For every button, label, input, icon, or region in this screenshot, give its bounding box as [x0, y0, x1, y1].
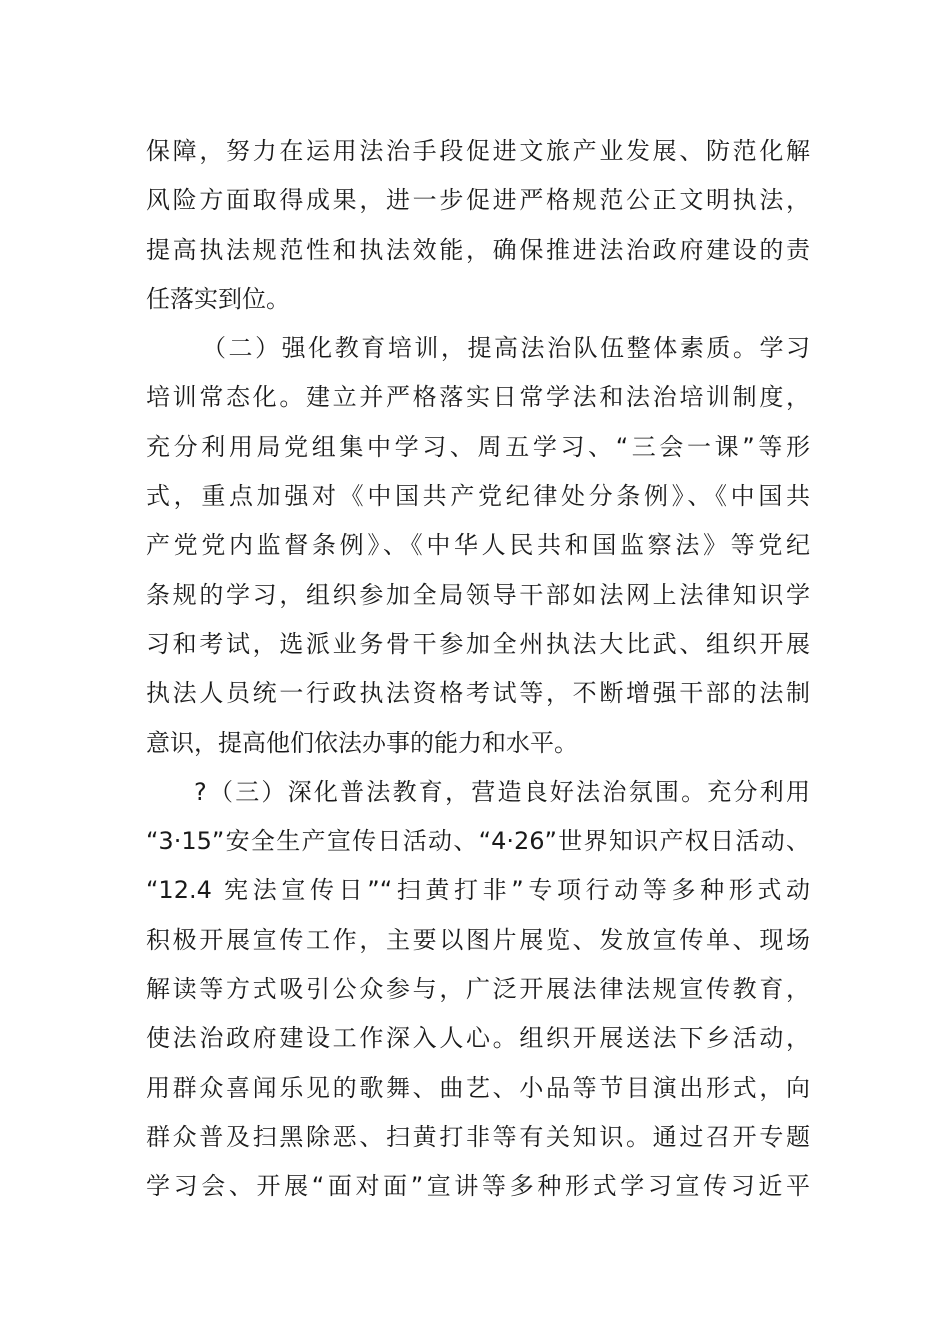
text-line: 习和考试，选派业务骨干参加全州执法大比武、组织开展	[146, 629, 810, 658]
text-line: 风险方面取得成果，进一步促进严格规范公正文明执法，	[146, 186, 810, 215]
text-line: “3·15”安全生产宣传日活动、“4·26”世界知识产权日活动、	[146, 827, 810, 856]
text-line: 用群众喜闻乐见的歌舞、曲艺、小品等节目演出形式，向	[146, 1073, 810, 1102]
text-line: 充分利用局党组集中学习、周五学习、“三会一课”等形	[146, 432, 810, 461]
text-line: 保障，努力在运用法治手段促进文旅产业发展、防范化解	[146, 137, 810, 165]
text-line: 使法治政府建设工作深入人心。组织开展送法下乡活动，	[146, 1024, 810, 1053]
section-heading-line: （二）强化教育培训，提高法治队伍整体素质。学习	[202, 334, 810, 363]
text-line: 培训常态化。建立并严格落实日常学法和法治培训制度，	[146, 383, 810, 412]
text-line: “12.4 宪法宣传日”“扫黄打非”专项行动等多种形式动	[146, 876, 810, 905]
text-line: 条规的学习，组织参加全局领导干部如法网上法律知识学	[146, 580, 810, 609]
text-line: 任落实到位。	[146, 284, 290, 313]
text-line: 学习会、开展“面对面”宣讲等多种形式学习宣传习近平	[146, 1172, 810, 1201]
text-line: 意识，提高他们依法办事的能力和水平。	[146, 728, 578, 757]
text-line: 解读等方式吸引公众参与，广泛开展法律法规宣传教育，	[146, 975, 810, 1004]
text-line: 式，重点加强对《中国共产党纪律处分条例》、《中国共	[146, 482, 810, 511]
text-line: 执法人员统一行政执法资格考试等，不断增强干部的法制	[146, 679, 810, 708]
section-heading-line: ?（三）深化普法教育，营造良好法治氛围。充分利用	[194, 777, 810, 806]
text-line: 群众普及扫黑除恶、扫黄打非等有关知识。通过召开专题	[146, 1122, 810, 1151]
text-line: 提高执法规范性和执法效能，确保推进法治政府建设的责	[146, 235, 810, 264]
text-line: 积极开展宣传工作，主要以图片展览、发放宣传单、现场	[146, 925, 810, 954]
document-body	[146, 127, 810, 1212]
text-line: 产党党内监督条例》、《中华人民共和国监察法》等党纪	[146, 531, 810, 560]
